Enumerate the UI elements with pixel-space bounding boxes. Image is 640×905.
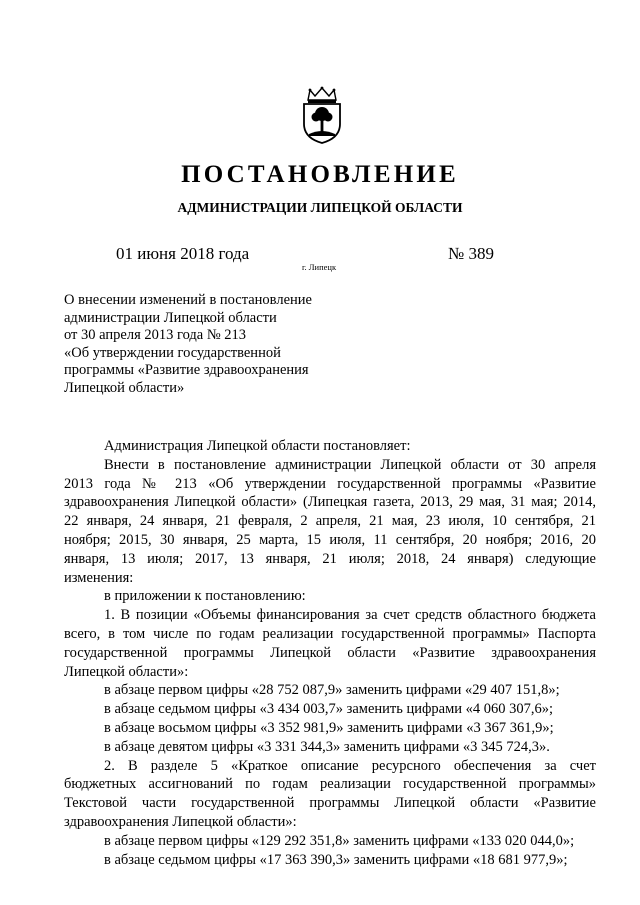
coat-of-arms-icon xyxy=(299,86,345,144)
body-line: здравоохранения Липецкой области» (Липецкая газета, 2013, 29 мая, 31 мая; 2014, xyxy=(64,494,596,511)
subject-line: Липецкой области» xyxy=(64,379,185,396)
document-title: ПОСТАНОВЛЕНИЕ xyxy=(181,161,459,188)
body-line: здравоохранения Липецкой области»: xyxy=(64,813,297,830)
body-line: в приложении к постановлению: xyxy=(104,588,306,605)
body-line: государственной программы Липецкой области «Развитие здравоохранения xyxy=(64,644,596,661)
document-date: 01 июня 2018 года xyxy=(116,244,250,263)
issuing-authority: АДМИНИСТРАЦИИ ЛИПЕЦКОЙ ОБЛАСТИ xyxy=(177,200,463,215)
body-line: в абзаце первом цифры «129 292 351,8» заменить цифрами «133 020 044,0»; xyxy=(104,832,575,849)
subject-line: администрации Липецкой области xyxy=(64,309,277,326)
body-line: января, 13 июля; 2017, 13 января, 21 июля; 2018, 24 января) следующие xyxy=(64,550,596,567)
body-line: 22 января, 24 января, 21 февраля, 2 апреля, 21 мая, 23 июля, 10 сентября, 21 xyxy=(64,513,596,530)
body-line: в абзаце восьмом цифры «3 352 981,9» заменить цифрами «3 367 361,9»; xyxy=(104,719,554,736)
body-line: Внести в постановление администрации Липецкой области от 30 апреля xyxy=(104,456,596,473)
subject-line: программы «Развитие здравоохранения xyxy=(64,362,309,379)
subject-line: от 30 апреля 2013 года № 213 xyxy=(64,327,247,344)
document-subject xyxy=(64,292,364,398)
body-line: Липецкой области»: xyxy=(64,663,189,680)
body-line: Администрация Липецкой области постановляет: xyxy=(104,438,411,454)
body-line: 2013 года № 213 «Об утверждении государственной программы «Развитие xyxy=(64,475,596,492)
document-city: г. Липецк xyxy=(302,262,337,272)
body-line: бюджетных ассигнований по годам реализации государственной программы» xyxy=(64,776,596,793)
body-line: 2. В разделе 5 «Краткое описание ресурсного обеспечения за счет xyxy=(104,757,596,774)
document-number: № 389 xyxy=(448,244,494,263)
document-body xyxy=(64,437,596,869)
body-line: в абзаце седьмом цифры «3 434 003,7» заменить цифрами «4 060 307,6»; xyxy=(104,701,554,718)
body-line: всего, в том числе по годам реализации государственной программы» Паспорта xyxy=(64,625,596,642)
body-line: в абзаце первом цифры «28 752 087,9» заменить цифрами «29 407 151,8»; xyxy=(104,682,560,699)
body-line: в абзаце девятом цифры «3 331 344,3» заменить цифрами «3 345 724,3». xyxy=(104,738,550,755)
body-line: в абзаце седьмом цифры «17 363 390,3» заменить цифрами «18 681 977,9»; xyxy=(104,851,568,868)
subject-line: «Об утверждении государственной xyxy=(64,344,281,361)
body-line: Текстовой части государственной программы Липецкой области «Развитие xyxy=(64,795,596,812)
subject-line: О внесении изменений в постановление xyxy=(64,292,312,308)
body-line: изменения: xyxy=(64,569,134,586)
body-line: 1. В позиции «Объемы финансирования за счет средств областного бюджета xyxy=(104,607,596,624)
body-line: ноября; 2015, 30 января, 25 марта, 15 июля, 11 сентября, 20 ноября; 2016, 20 xyxy=(64,531,596,548)
